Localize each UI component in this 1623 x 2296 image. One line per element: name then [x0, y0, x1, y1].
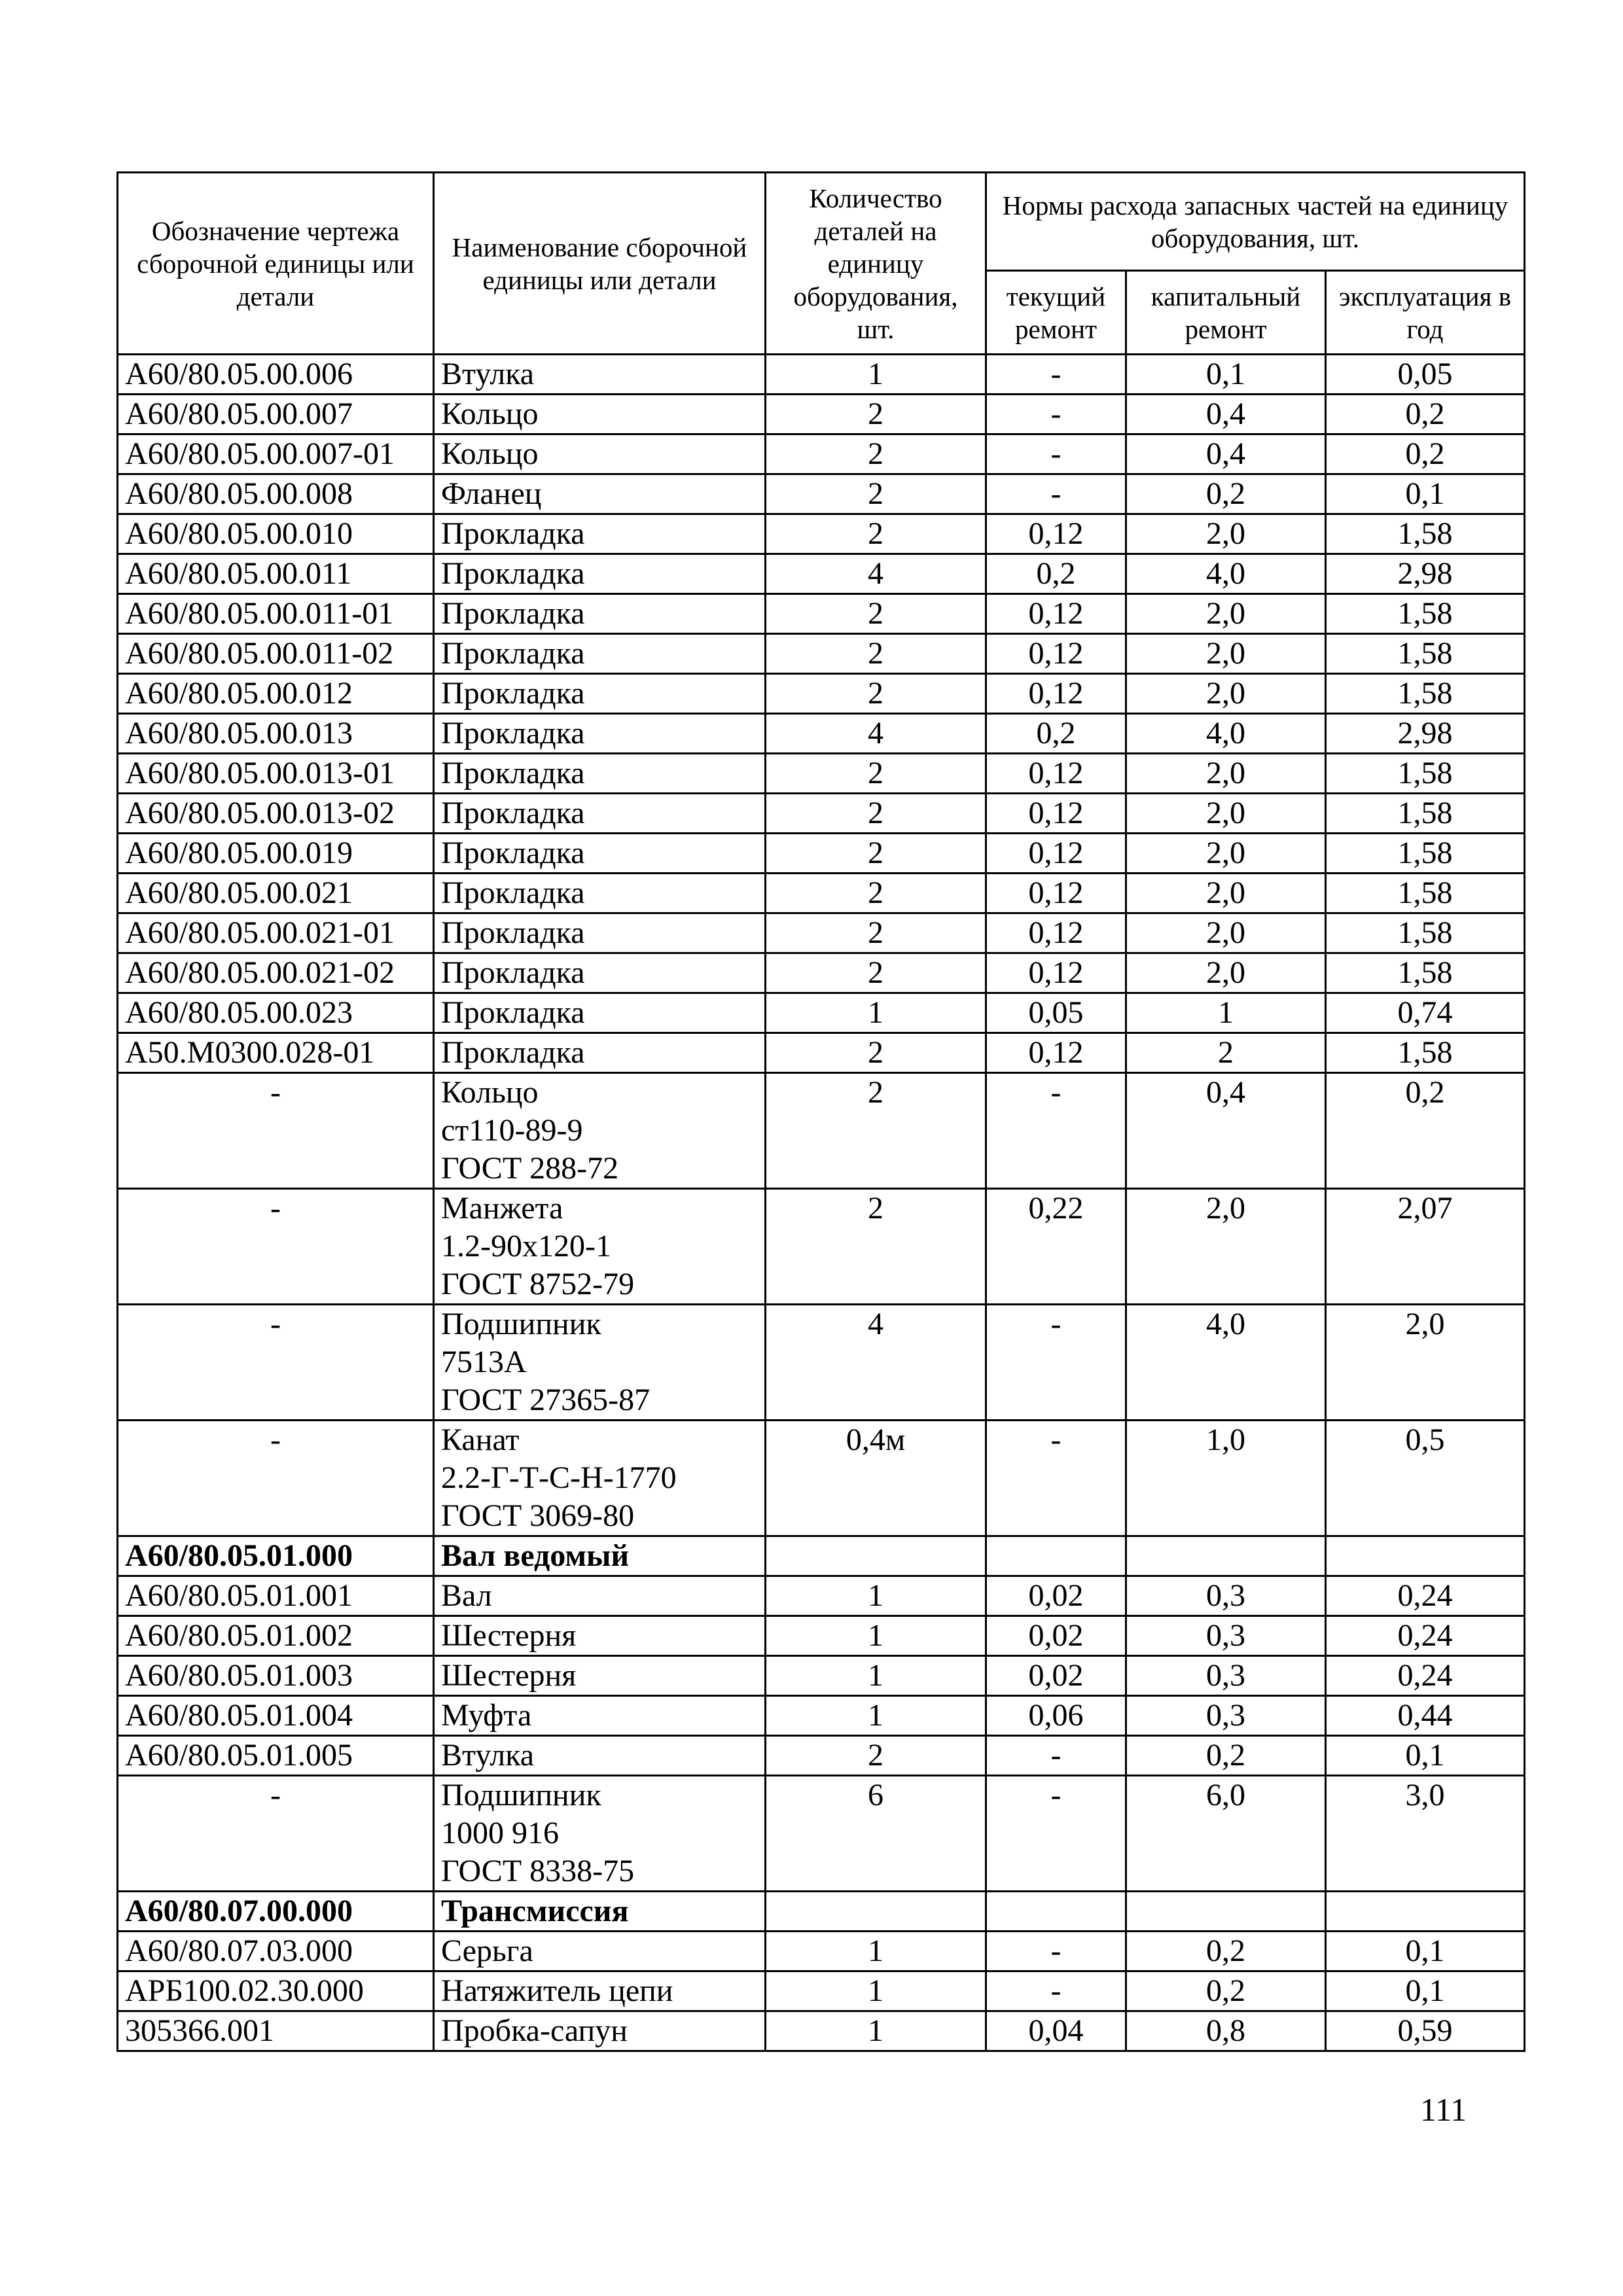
table-row	[118, 953, 1525, 993]
cell-name: Манжета 1.2-90х120-1 ГОСТ 8752-79	[434, 1189, 766, 1305]
cell-operation-year: 0,05	[1326, 355, 1525, 395]
cell-name: Втулка	[434, 1736, 766, 1776]
cell-current-repair	[986, 1536, 1126, 1576]
cell-quantity: 1	[766, 1616, 986, 1656]
cell-quantity: 1	[766, 1696, 986, 1736]
cell-current-repair: 0,22	[986, 1189, 1126, 1305]
table-row	[118, 794, 1525, 834]
cell-current-repair: -	[986, 355, 1126, 395]
cell-name: Натяжитель цепи	[434, 1971, 766, 2011]
cell-designation: А60/80.05.00.021	[118, 874, 434, 913]
table-row	[118, 1736, 1525, 1776]
cell-designation: -	[118, 1073, 434, 1189]
cell-current-repair: -	[986, 434, 1126, 474]
cell-capital-repair: 2	[1126, 1033, 1326, 1073]
table-row	[118, 834, 1525, 874]
table-row	[118, 355, 1525, 395]
cell-name: Фланец	[434, 474, 766, 514]
header-current-repair: текущий ремонт	[986, 271, 1126, 355]
table-row	[118, 1189, 1525, 1305]
cell-quantity: 1	[766, 1932, 986, 1971]
cell-operation-year: 0,59	[1326, 2011, 1525, 2051]
cell-designation: -	[118, 1776, 434, 1892]
table-row	[118, 395, 1525, 434]
cell-designation: А60/80.05.00.011	[118, 554, 434, 594]
cell-operation-year: 3,0	[1326, 1776, 1525, 1892]
cell-operation-year: 0,5	[1326, 1421, 1525, 1536]
table-row	[118, 993, 1525, 1033]
cell-name: Кольцо	[434, 395, 766, 434]
cell-name: Кольцо ст110-89-9 ГОСТ 288-72	[434, 1073, 766, 1189]
cell-capital-repair: 0,2	[1126, 1971, 1326, 2011]
cell-operation-year: 0,24	[1326, 1576, 1525, 1616]
cell-quantity: 1	[766, 2011, 986, 2051]
cell-designation: А60/80.05.00.013	[118, 714, 434, 754]
cell-current-repair: 0,12	[986, 634, 1126, 674]
cell-current-repair: 0,12	[986, 594, 1126, 634]
cell-designation: А50.М0300.028-01	[118, 1033, 434, 1073]
cell-operation-year: 1,58	[1326, 674, 1525, 714]
cell-designation: А60/80.05.00.013-01	[118, 754, 434, 794]
cell-quantity: 2	[766, 794, 986, 834]
cell-current-repair: -	[986, 474, 1126, 514]
cell-name: Прокладка	[434, 794, 766, 834]
cell-name: Прокладка	[434, 913, 766, 953]
cell-capital-repair: 2,0	[1126, 594, 1326, 634]
cell-name: Трансмиссия	[434, 1892, 766, 1932]
table-row	[118, 514, 1525, 554]
cell-capital-repair: 2,0	[1126, 1189, 1326, 1305]
cell-quantity: 1	[766, 1656, 986, 1696]
cell-name: Канат 2.2-Г-Т-С-Н-1770 ГОСТ 3069-80	[434, 1421, 766, 1536]
cell-capital-repair: 0,4	[1126, 434, 1326, 474]
cell-current-repair: 0,12	[986, 1033, 1126, 1073]
cell-name: Прокладка	[434, 834, 766, 874]
cell-current-repair: -	[986, 1305, 1126, 1421]
cell-capital-repair: 0,1	[1126, 355, 1326, 395]
cell-operation-year: 1,58	[1326, 794, 1525, 834]
cell-operation-year: 1,58	[1326, 834, 1525, 874]
cell-operation-year: 0,1	[1326, 1932, 1525, 1971]
cell-capital-repair	[1126, 1536, 1326, 1576]
cell-quantity: 2	[766, 594, 986, 634]
cell-operation-year: 0,2	[1326, 395, 1525, 434]
cell-designation: А60/80.07.03.000	[118, 1932, 434, 1971]
cell-designation: А60/80.05.00.007	[118, 395, 434, 434]
cell-operation-year: 0,74	[1326, 993, 1525, 1033]
table-row	[118, 1656, 1525, 1696]
cell-capital-repair: 2,0	[1126, 514, 1326, 554]
cell-designation: А60/80.05.00.008	[118, 474, 434, 514]
table-row	[118, 1616, 1525, 1656]
cell-designation: -	[118, 1189, 434, 1305]
cell-designation: А60/80.05.00.023	[118, 993, 434, 1033]
cell-current-repair: 0,2	[986, 714, 1126, 754]
cell-designation: А60/80.05.00.013-02	[118, 794, 434, 834]
table-row	[118, 554, 1525, 594]
table-row	[118, 674, 1525, 714]
table-row	[118, 1776, 1525, 1892]
cell-capital-repair: 4,0	[1126, 554, 1326, 594]
cell-operation-year: 1,58	[1326, 1033, 1525, 1073]
cell-current-repair: 0,12	[986, 874, 1126, 913]
cell-operation-year: 1,58	[1326, 874, 1525, 913]
table-row	[118, 1576, 1525, 1616]
cell-designation: А60/80.05.01.004	[118, 1696, 434, 1736]
cell-designation: АРБ100.02.30.000	[118, 1971, 434, 2011]
cell-operation-year: 1,58	[1326, 634, 1525, 674]
cell-name: Пробка-сапун	[434, 2011, 766, 2051]
cell-operation-year: 2,0	[1326, 1305, 1525, 1421]
cell-operation-year: 0,1	[1326, 474, 1525, 514]
cell-name: Прокладка	[434, 993, 766, 1033]
header-norms-group: Нормы расхода запасных частей на единицу оборудования, шт.	[986, 173, 1525, 271]
cell-designation: А60/80.05.00.021-01	[118, 913, 434, 953]
cell-quantity	[766, 1536, 986, 1576]
cell-name: Прокладка	[434, 714, 766, 754]
spare-parts-table	[116, 171, 1525, 2052]
cell-capital-repair: 2,0	[1126, 674, 1326, 714]
cell-operation-year: 2,07	[1326, 1189, 1525, 1305]
cell-designation: 305366.001	[118, 2011, 434, 2051]
cell-capital-repair: 0,3	[1126, 1616, 1326, 1656]
cell-current-repair	[986, 1892, 1126, 1932]
table-row	[118, 1305, 1525, 1421]
cell-capital-repair: 0,8	[1126, 2011, 1326, 2051]
cell-current-repair: 0,12	[986, 514, 1126, 554]
cell-operation-year: 0,1	[1326, 1971, 1525, 2011]
table-row	[118, 1971, 1525, 2011]
cell-current-repair: 0,06	[986, 1696, 1126, 1736]
cell-quantity: 2	[766, 434, 986, 474]
table-row	[118, 634, 1525, 674]
cell-current-repair: 0,12	[986, 834, 1126, 874]
cell-current-repair: -	[986, 1736, 1126, 1776]
cell-current-repair: 0,05	[986, 993, 1126, 1033]
header-quantity: Количество деталей на единицу оборудования, шт.	[766, 173, 986, 355]
cell-operation-year: 0,24	[1326, 1616, 1525, 1656]
cell-capital-repair: 4,0	[1126, 1305, 1326, 1421]
page-number: 111	[1420, 2091, 1467, 2128]
table-row	[118, 1073, 1525, 1189]
cell-operation-year: 2,98	[1326, 554, 1525, 594]
cell-name: Прокладка	[434, 953, 766, 993]
cell-quantity	[766, 1892, 986, 1932]
cell-capital-repair: 1,0	[1126, 1421, 1326, 1536]
cell-designation: А60/80.05.01.001	[118, 1576, 434, 1616]
cell-capital-repair: 6,0	[1126, 1776, 1326, 1892]
cell-name: Вал	[434, 1576, 766, 1616]
spare-parts-table-container	[116, 171, 1524, 2052]
cell-designation: А60/80.05.00.006	[118, 355, 434, 395]
cell-capital-repair: 1	[1126, 993, 1326, 1033]
cell-name: Прокладка	[434, 1033, 766, 1073]
cell-current-repair: -	[986, 395, 1126, 434]
cell-current-repair: -	[986, 1421, 1126, 1536]
table-row	[118, 1696, 1525, 1736]
cell-capital-repair: 0,2	[1126, 474, 1326, 514]
cell-operation-year	[1326, 1892, 1525, 1932]
cell-current-repair: -	[986, 1932, 1126, 1971]
cell-designation: -	[118, 1305, 434, 1421]
cell-quantity: 2	[766, 1033, 986, 1073]
cell-designation: А60/80.05.01.003	[118, 1656, 434, 1696]
cell-name: Прокладка	[434, 594, 766, 634]
cell-designation: А60/80.05.00.012	[118, 674, 434, 714]
cell-designation: А60/80.05.01.005	[118, 1736, 434, 1776]
cell-designation: А60/80.05.00.019	[118, 834, 434, 874]
cell-name: Подшипник 7513А ГОСТ 27365-87	[434, 1305, 766, 1421]
header-capital-repair: капитальный ремонт	[1126, 271, 1326, 355]
header-name: Наименование сборочной единицы или детали	[434, 173, 766, 355]
cell-capital-repair: 2,0	[1126, 794, 1326, 834]
cell-operation-year: 0,1	[1326, 1736, 1525, 1776]
cell-quantity: 4	[766, 1305, 986, 1421]
cell-designation: А60/80.05.01.002	[118, 1616, 434, 1656]
cell-operation-year: 1,58	[1326, 514, 1525, 554]
cell-quantity: 1	[766, 1576, 986, 1616]
cell-operation-year: 0,44	[1326, 1696, 1525, 1736]
cell-quantity: 2	[766, 634, 986, 674]
table-row	[118, 754, 1525, 794]
cell-name: Прокладка	[434, 634, 766, 674]
table-row	[118, 714, 1525, 754]
cell-capital-repair	[1126, 1892, 1326, 1932]
cell-quantity: 0,4м	[766, 1421, 986, 1536]
cell-capital-repair: 0,4	[1126, 395, 1326, 434]
cell-quantity: 2	[766, 514, 986, 554]
table-row	[118, 434, 1525, 474]
cell-quantity: 2	[766, 953, 986, 993]
header-operation-year: эксплуатация в год	[1326, 271, 1525, 355]
cell-current-repair: 0,02	[986, 1576, 1126, 1616]
cell-operation-year: 1,58	[1326, 754, 1525, 794]
cell-current-repair: 0,02	[986, 1656, 1126, 1696]
table-row	[118, 1421, 1525, 1536]
cell-quantity: 4	[766, 554, 986, 594]
cell-quantity: 2	[766, 474, 986, 514]
cell-current-repair: 0,12	[986, 754, 1126, 794]
cell-current-repair: 0,02	[986, 1616, 1126, 1656]
table-row	[118, 594, 1525, 634]
cell-name: Кольцо	[434, 434, 766, 474]
cell-name: Муфта	[434, 1696, 766, 1736]
cell-designation: А60/80.05.00.010	[118, 514, 434, 554]
header-designation: Обозначение чертежа сборочной единицы или детали	[118, 173, 434, 355]
cell-designation: А60/80.05.01.000	[118, 1536, 434, 1576]
cell-capital-repair: 0,2	[1126, 1736, 1326, 1776]
cell-operation-year: 2,98	[1326, 714, 1525, 754]
table-row	[118, 913, 1525, 953]
cell-operation-year: 0,2	[1326, 434, 1525, 474]
cell-capital-repair: 0,3	[1126, 1656, 1326, 1696]
cell-name: Подшипник 1000 916 ГОСТ 8338-75	[434, 1776, 766, 1892]
table-row	[118, 874, 1525, 913]
table-body	[118, 355, 1525, 2051]
cell-quantity: 2	[766, 395, 986, 434]
cell-current-repair: 0,12	[986, 794, 1126, 834]
cell-operation-year: 1,58	[1326, 594, 1525, 634]
cell-capital-repair: 2,0	[1126, 953, 1326, 993]
cell-name: Прокладка	[434, 754, 766, 794]
cell-current-repair: 0,12	[986, 953, 1126, 993]
cell-quantity: 1	[766, 993, 986, 1033]
cell-designation: А60/80.05.00.011-02	[118, 634, 434, 674]
cell-name: Шестерня	[434, 1616, 766, 1656]
cell-capital-repair: 2,0	[1126, 754, 1326, 794]
section-row	[118, 1892, 1525, 1932]
cell-name: Прокладка	[434, 554, 766, 594]
cell-capital-repair: 2,0	[1126, 874, 1326, 913]
table-row	[118, 474, 1525, 514]
cell-current-repair: 0,2	[986, 554, 1126, 594]
cell-designation: -	[118, 1421, 434, 1536]
cell-name: Прокладка	[434, 514, 766, 554]
cell-capital-repair: 4,0	[1126, 714, 1326, 754]
cell-capital-repair: 2,0	[1126, 634, 1326, 674]
cell-quantity: 2	[766, 1189, 986, 1305]
cell-operation-year: 0,24	[1326, 1656, 1525, 1696]
cell-quantity: 2	[766, 913, 986, 953]
cell-capital-repair: 2,0	[1126, 834, 1326, 874]
cell-quantity: 1	[766, 355, 986, 395]
cell-current-repair: 0,12	[986, 674, 1126, 714]
section-row	[118, 1536, 1525, 1576]
cell-quantity: 2	[766, 834, 986, 874]
cell-capital-repair: 0,4	[1126, 1073, 1326, 1189]
cell-capital-repair: 0,3	[1126, 1696, 1326, 1736]
table-row	[118, 1033, 1525, 1073]
cell-quantity: 2	[766, 874, 986, 913]
cell-capital-repair: 0,2	[1126, 1932, 1326, 1971]
cell-designation: А60/80.05.00.021-02	[118, 953, 434, 993]
cell-name: Прокладка	[434, 874, 766, 913]
cell-quantity: 2	[766, 1736, 986, 1776]
cell-quantity: 2	[766, 674, 986, 714]
cell-current-repair: 0,04	[986, 2011, 1126, 2051]
cell-current-repair: -	[986, 1073, 1126, 1189]
cell-operation-year	[1326, 1536, 1525, 1576]
table-row	[118, 2011, 1525, 2051]
cell-operation-year: 1,58	[1326, 913, 1525, 953]
cell-name: Прокладка	[434, 674, 766, 714]
cell-capital-repair: 2,0	[1126, 913, 1326, 953]
table-row	[118, 1932, 1525, 1971]
cell-designation: А60/80.07.00.000	[118, 1892, 434, 1932]
cell-name: Вал ведомый	[434, 1536, 766, 1576]
cell-operation-year: 1,58	[1326, 953, 1525, 993]
cell-current-repair: -	[986, 1971, 1126, 2011]
cell-current-repair: 0,12	[986, 913, 1126, 953]
cell-designation: А60/80.05.00.007-01	[118, 434, 434, 474]
cell-quantity: 1	[766, 1971, 986, 2011]
cell-quantity: 6	[766, 1776, 986, 1892]
cell-quantity: 2	[766, 1073, 986, 1189]
cell-capital-repair: 0,3	[1126, 1576, 1326, 1616]
cell-name: Втулка	[434, 355, 766, 395]
cell-operation-year: 0,2	[1326, 1073, 1525, 1189]
cell-name: Шестерня	[434, 1656, 766, 1696]
cell-name: Серьга	[434, 1932, 766, 1971]
cell-designation: А60/80.05.00.011-01	[118, 594, 434, 634]
cell-current-repair: -	[986, 1776, 1126, 1892]
cell-quantity: 4	[766, 714, 986, 754]
cell-quantity: 2	[766, 754, 986, 794]
